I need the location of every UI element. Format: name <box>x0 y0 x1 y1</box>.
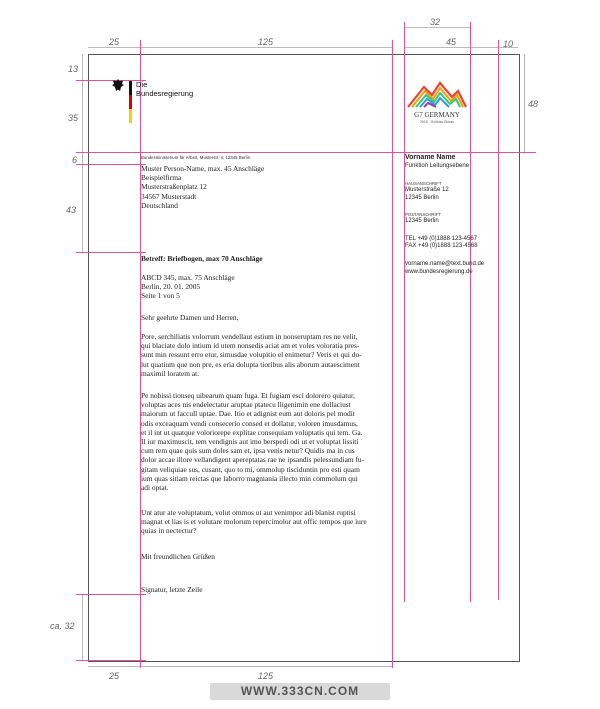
sidebar-fax: FAX +49 (0)1888 123-4568 <box>405 243 478 250</box>
dim-top-left: 25 <box>109 37 120 47</box>
dim-line-right-1 <box>524 54 525 154</box>
g7-mountain-logo <box>406 79 468 109</box>
sidebar-email: vorname.name@text.bund.de <box>405 261 485 268</box>
watermark-text: WWW.333CN.COM <box>240 684 360 698</box>
salutation: Sehr geehrte Damen und Herren, <box>141 313 239 322</box>
sidebar-function: Funktion Leitungsebene <box>405 162 470 169</box>
body-line: odis exceaquam vendi consecerio consed et dollatur, voloren imusdamus, <box>141 418 358 428</box>
dim-line-bottom-center <box>140 666 392 667</box>
flag-stripe-gold <box>129 109 132 123</box>
body-line: adi optat. <box>141 483 169 493</box>
dim-line-left-4 <box>82 164 83 252</box>
body-paragraph-2 <box>141 391 364 492</box>
dim-top-right: 45 <box>446 37 457 47</box>
guide-page-bottom <box>76 660 146 661</box>
body-line: gitam veliquiae sus, cusant, quo to mi, ommolup tisciduntin pro esti quam <box>141 464 360 474</box>
recipient-line: Muster Person-Name, max. 45 Anschläge <box>141 164 265 173</box>
body-line: Unt atur ate voluptatum, volut ommos ut aut venimpor adi blanist ruptisi <box>141 508 356 517</box>
sidebar-name: Vorname Name <box>405 154 456 161</box>
sidebar-web: www.bundesregierung.de <box>405 268 473 275</box>
reference-line: Seite 1 von 5 <box>141 291 180 301</box>
sidebar-house-city: 12345 Berlin <box>405 194 439 201</box>
dim-left-1: 13 <box>68 64 79 74</box>
dim-line-left-5 <box>82 594 83 660</box>
guide-sidebar-mid <box>470 22 471 602</box>
guide-sidebar-left <box>404 22 405 602</box>
body-line: Il iur maximuscit, tem vendignis aut imo berspedi odi ut et voluptat lissiti <box>141 437 359 447</box>
recipient-line: Musterstraßenplatz 12 <box>141 182 207 192</box>
closing: Mit freundlichen Grüßen <box>141 552 215 561</box>
recipient-line: Beispielfirma <box>141 173 182 183</box>
dim-line-left-1 <box>82 54 83 80</box>
sender-line: Bundesministerium für Arbeit, Musterstr. 4, 12345 Berlin <box>141 155 251 160</box>
eagle-icon <box>111 78 125 94</box>
g7-subtitle: 2015 · Schloss Elmau <box>419 120 455 124</box>
recipient-line: Deutschland <box>141 200 178 210</box>
guide-text-right <box>392 40 393 668</box>
dim-bottom-center: 125 <box>258 671 274 681</box>
g7-title: G7 GERMANY <box>414 111 460 119</box>
body-line: magnat et lias is et volutare molorum repercimolor aut offic tempos que iure <box>141 517 367 527</box>
dim-left-3: 6 <box>72 155 78 165</box>
guide-footer-top <box>76 594 146 595</box>
body-line: Pe nobissi tionseq uibearum quam fuga. Et fugiam esci dolorero quiatur, <box>141 391 355 400</box>
body-paragraph-1 <box>141 332 362 378</box>
dim-line-top-upper <box>404 27 470 28</box>
recipient-block <box>141 164 264 210</box>
dim-right-1: 48 <box>528 99 539 109</box>
dim-bottom-left: 25 <box>109 671 120 681</box>
sidebar-tel: TEL +49 (0)1888 123-4567 <box>405 235 477 242</box>
dim-bottom-left-label: ca. 32 <box>50 621 75 631</box>
body-line: ium quas sitiam reictas que laborro magniania illecto min commolum qui <box>141 473 358 483</box>
sidebar-house-street: Musterstraße 12 <box>405 187 449 194</box>
body-paragraph-3 <box>141 508 367 536</box>
body-line: quias in nectectur? <box>141 526 197 536</box>
sidebar-post-city: 12345 Berlin <box>405 218 439 225</box>
dim-top-center: 125 <box>258 37 274 47</box>
dim-line-top-left <box>88 47 140 48</box>
body-line: dolor accae illore vellandigent apereptatas rae ne ipsandis pelessundiam fu- <box>141 455 365 465</box>
sidebar-house-label: HAUSANSCHRIFT <box>405 181 442 187</box>
sidebar-post-label: POSTANSCHRIFT <box>405 212 441 218</box>
dim-line-left-3 <box>82 152 83 164</box>
flag-stripe-black <box>129 81 132 95</box>
flag-stripe-red <box>129 95 132 109</box>
watermark-banner <box>210 683 390 700</box>
guide-sender-top <box>76 152 536 153</box>
guide-address-bottom <box>76 252 146 253</box>
dim-line-top-right <box>404 47 498 48</box>
reference-line: Berlin, 20. 01. 2005 <box>141 282 201 292</box>
subject-line: Betreff: Briefbogen, max 70 Anschläge <box>141 254 263 263</box>
reference-block <box>141 273 235 301</box>
body-line: et il int ut quatque voloriorepe explitae consequiam voluptatis qui tem. Ga. <box>141 427 363 437</box>
body-line: sunt min ressunt erro etur, simusdae volupitio el enimetur? Veris et qui do- <box>141 350 362 360</box>
body-line: maiorum ut faccull uptae. Dae. Itio et adignist eum aut doloris pel modit <box>141 409 355 419</box>
dim-line-top-center <box>140 47 392 48</box>
sidebar-contact <box>405 154 497 276</box>
recipient-line: 34567 Musterstadt <box>141 191 197 201</box>
body-line: lut quatium que non pre, es eria dolupta tioribus alis aborum autaesciment <box>141 359 360 369</box>
dim-line-top-far-right <box>498 47 518 48</box>
logo-text-bundesregierung: Bundesregierung <box>136 89 194 98</box>
dim-left-2: 35 <box>68 113 79 123</box>
body-line: Pore, serchiliatis volorrum vendellaut estium in nonseruptam res ne velit, <box>141 332 358 341</box>
dim-line-left-2 <box>82 80 83 152</box>
body-line: qui blaciate dolo intium id utem nonsedis aciat am et voles voloratia pres- <box>141 341 360 351</box>
guide-address-top <box>76 164 146 165</box>
dim-top-upper: 32 <box>430 17 441 27</box>
dim-line-bottom-left <box>88 666 140 667</box>
dim-top-far-right: 10 <box>503 39 514 49</box>
logo-text-die: Die <box>136 80 148 89</box>
body-line: voluptas aces nis endelectatur aruptae ptatecu lligenimin ene dollaciust <box>141 400 351 410</box>
body-line: maximil loratem at. <box>141 368 200 378</box>
signature: Signatur, letzte Zeile <box>141 585 203 594</box>
reference-line: ABCD 345, max. 75 Anschläge <box>141 273 235 282</box>
dim-left-4: 43 <box>66 205 77 215</box>
guide-sidebar-right <box>498 40 499 600</box>
body-line: cum rem quae quis sum doles sam et, ipsa venis netur? Quidis ma in cus <box>141 446 355 456</box>
